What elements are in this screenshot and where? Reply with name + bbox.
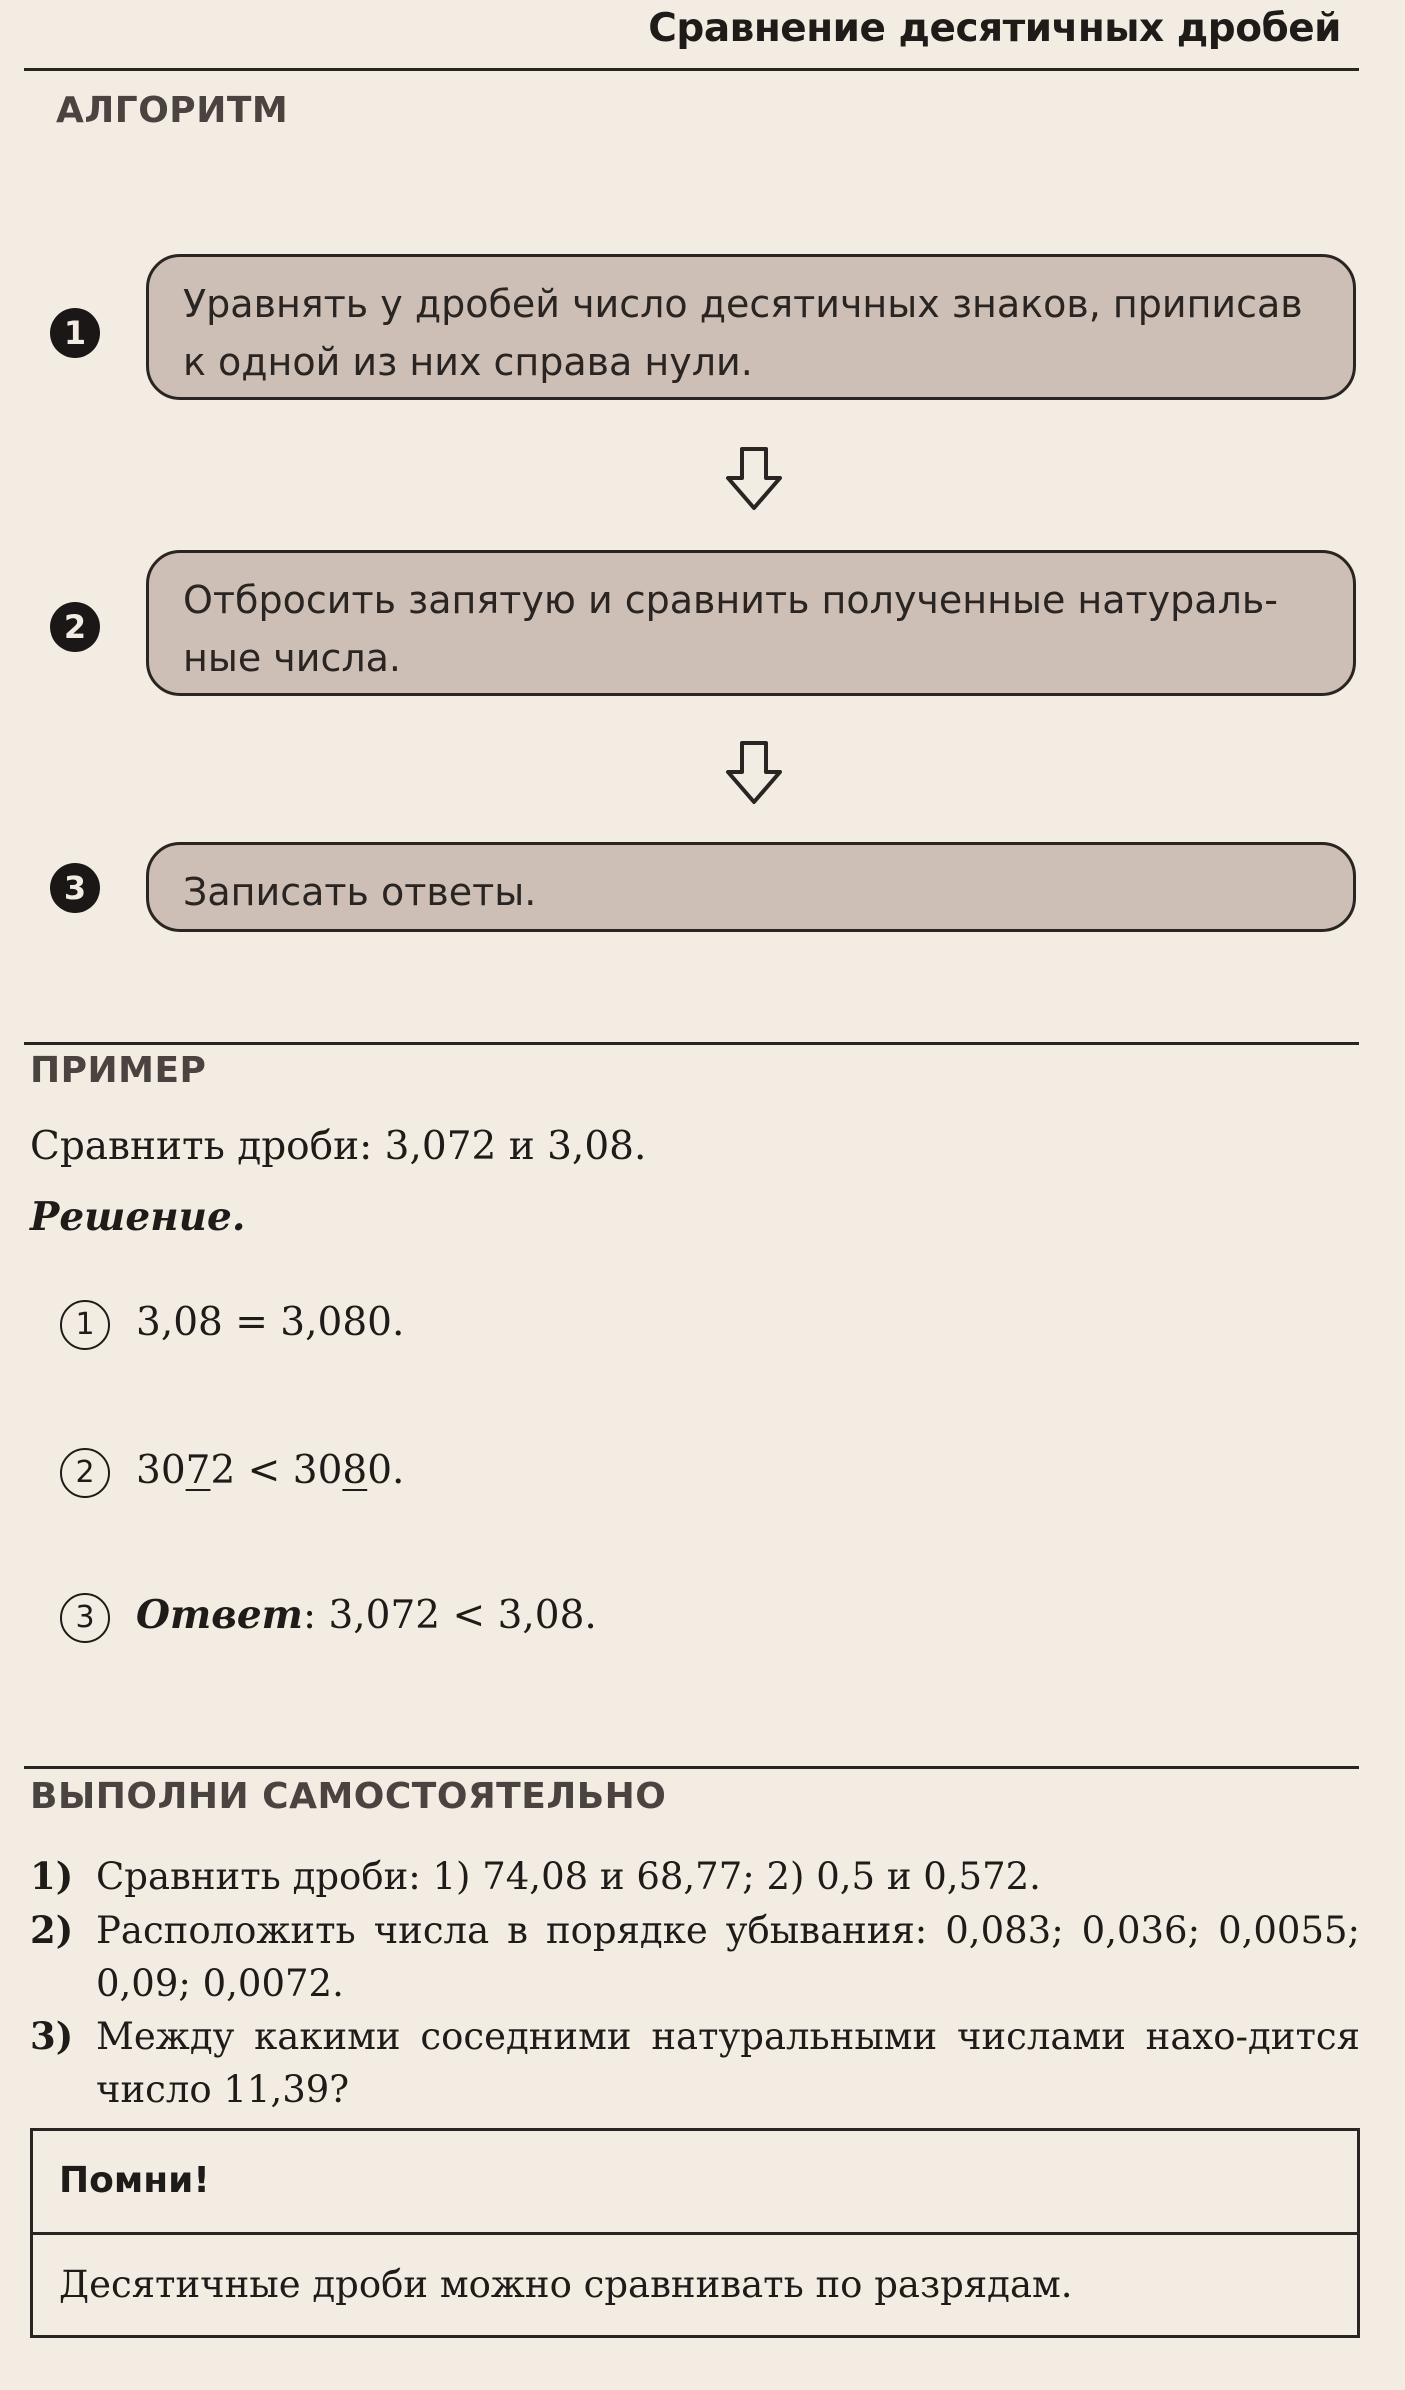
step-number-3: 3 <box>50 863 100 913</box>
exercise-number: 1) <box>30 1854 74 1898</box>
page-header <box>0 0 1405 70</box>
exercise-text: Сравнить дроби: 1) 74,08 и 68,77; 2) 0,5 и 0,572. <box>96 1855 1041 1898</box>
example-rule <box>24 1042 1359 1045</box>
circled-number-2: 2 <box>60 1448 110 1498</box>
exercises-label: ВЫПОЛНИ САМОСТОЯТЕЛЬНО <box>30 1776 667 1817</box>
underlined-digit: 7 <box>185 1448 211 1493</box>
exercise-text: Между какими соседними натуральными числами нахо-дится число 11,39? <box>96 2015 1360 2111</box>
algorithm-label: АЛГОРИТМ <box>56 90 289 131</box>
remember-box <box>30 2128 1360 2338</box>
solution-step-2-part: 2 < 30 <box>210 1448 343 1493</box>
solution-step-2-part: 0. <box>367 1448 405 1493</box>
down-arrow-icon <box>724 740 784 806</box>
exercises-rule <box>24 1766 1359 1769</box>
exercise-number: 2) <box>30 1908 74 1952</box>
remember-title: Помни! <box>33 2131 1357 2235</box>
solution-label <box>30 1194 245 1240</box>
exercise-item-1 <box>30 1850 1360 1903</box>
algorithm-step-2 <box>50 550 1360 700</box>
answer-text: : 3,072 < 3,08. <box>302 1593 597 1638</box>
exercise-text: Расположить числа в порядке убывания: 0,083; 0,036; 0,0055; 0,09; 0,0072. <box>96 1909 1360 2005</box>
underlined-digit: 8 <box>342 1448 368 1493</box>
solution-label-text: Решение. <box>30 1194 246 1240</box>
exercise-item-2 <box>30 1904 1360 2010</box>
solution-step-2 <box>60 1448 404 1498</box>
solution-step-1 <box>60 1300 404 1350</box>
exercise-item-3 <box>30 2010 1360 2116</box>
example-label: ПРИМЕР <box>30 1050 207 1091</box>
answer-label: Ответ <box>136 1592 303 1638</box>
step-text-1: Уравнять у дробей число десятичных знаков, приписав к одной из них справа нули. <box>146 254 1356 400</box>
page-title: Сравнение десятичных дробей <box>648 6 1341 51</box>
algorithm-step-3 <box>50 842 1360 934</box>
circled-number-3: 3 <box>60 1593 110 1643</box>
exercise-number: 3) <box>30 2014 74 2058</box>
algorithm-step-1 <box>50 254 1360 404</box>
remember-text: Десятичные дроби можно сравнивать по разрядам. <box>59 2263 1073 2306</box>
solution-step-1-text: 3,08 = 3,080. <box>136 1300 405 1345</box>
header-rule <box>24 68 1359 71</box>
solution-step-3 <box>60 1592 597 1643</box>
step-number-1: 1 <box>50 308 100 358</box>
step-text-3: Записать ответы. <box>146 842 1356 932</box>
solution-step-2-part: 30 <box>136 1448 186 1493</box>
circled-number-1: 1 <box>60 1300 110 1350</box>
example-task: Сравнить дроби: 3,072 и 3,08. <box>30 1124 647 1169</box>
down-arrow-icon <box>724 446 784 512</box>
step-text-2: Отбросить запятую и сравнить полученные натураль-ные числа. <box>146 550 1356 696</box>
step-number-2: 2 <box>50 602 100 652</box>
